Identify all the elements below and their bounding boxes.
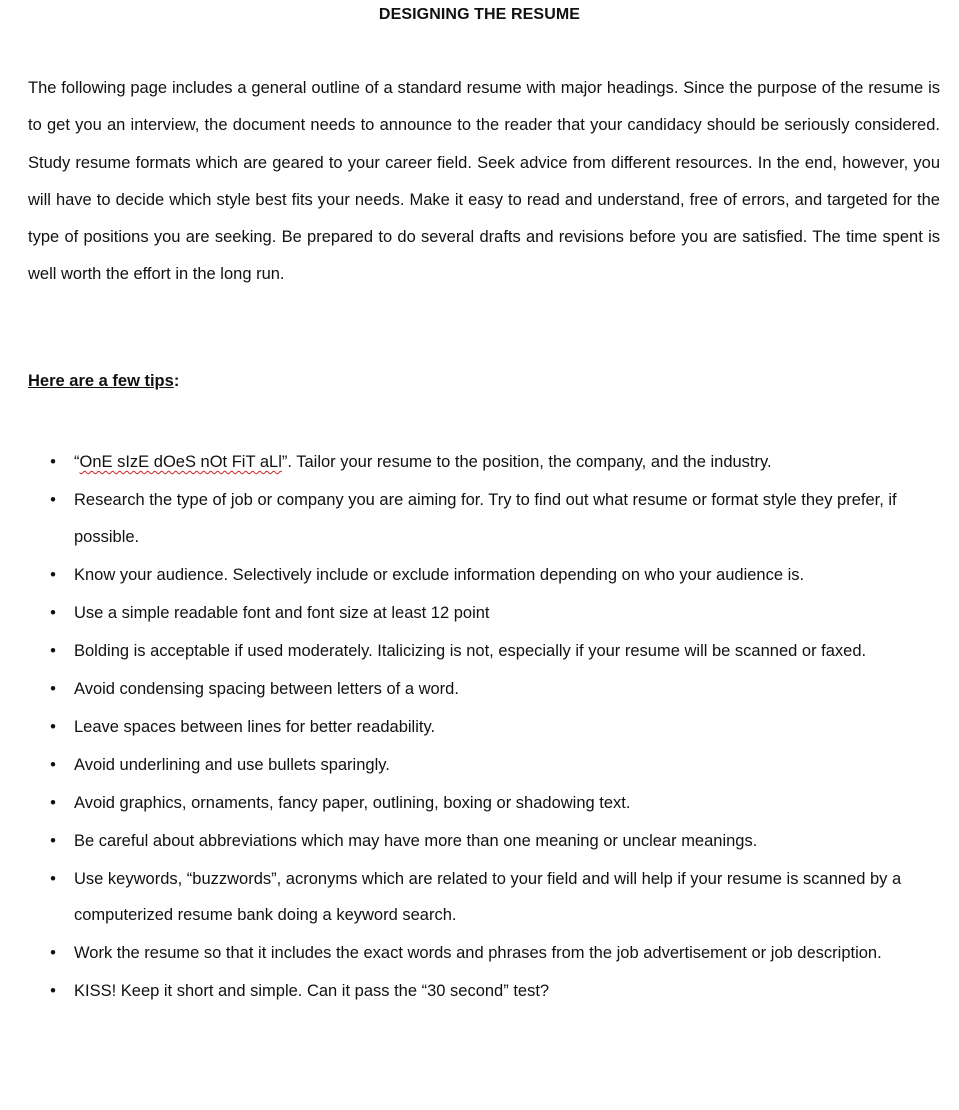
intro-paragraph: The following page includes a general outline of a standard resume with major headings. Since the purpose of the resume is to get you an interview, the document needs to announce to the reader that your candidacy should be seriously considered. Study resume formats which are geared to your career field. Seek advice from different resources. In the end, however, you will have to decide which style best fits your needs. Make it easy to read and understand, free of errors, and targeted for the type of positions you are seeking. Be prepared to do several drafts and revisions before you are satisfied. The time spent is well worth the effort in the long run. (28, 79, 940, 284)
tip-item (0, 823, 914, 860)
document-title: DESIGNING THE RESUME (378, 6, 581, 23)
tip-text: Avoid underlining and use bullets sparingly. (74, 755, 390, 774)
tip-text: Research the type of job or company you are aiming for. Try to find out what resume or format style they prefer, if possible. (74, 491, 897, 546)
bullet-icon: • (50, 944, 56, 962)
tip-text: Know your audience. Selectively include or exclude information depending on who your audience is. (74, 565, 805, 584)
bullet-icon: • (50, 641, 56, 660)
bullet-icon: • (50, 679, 56, 698)
tips-list (0, 444, 959, 1011)
tip-text: Avoid graphics, ornaments, fancy paper, outlining, boxing or shadowing text. (74, 793, 631, 812)
tip-item (0, 444, 914, 481)
tip-item (0, 482, 914, 555)
bullet-icon: • (50, 453, 56, 471)
tip-open-quote: “ (74, 453, 80, 471)
tip-item (0, 595, 914, 632)
tip-item (0, 785, 914, 822)
tip-text: Leave spaces between lines for better readability. (74, 717, 436, 736)
tip-text: ”. Tailor your resume to the position, the company, and the industry. (281, 453, 772, 471)
tip-item (0, 557, 914, 594)
tip-item (0, 973, 914, 1010)
tip-text: Use a simple readable font and font size at least 12 point (74, 603, 490, 622)
bullet-icon: • (50, 793, 56, 812)
bullet-icon: • (50, 491, 56, 509)
tip-text: Work the resume so that it includes the exact words and phrases from the job advertisement or job description. (74, 944, 882, 962)
tip-item (0, 709, 914, 746)
bullet-icon: • (50, 982, 56, 1000)
tips-heading-colon: : (173, 372, 180, 390)
bullet-icon: • (50, 717, 56, 736)
tips-heading (28, 372, 179, 391)
bullet-icon: • (50, 869, 56, 888)
tip-item (0, 633, 914, 670)
tip-text: Use keywords, “buzzwords”, acronyms which are related to your field and will help if your resume is scanned by a computerized resume bank doing a keyword search. (74, 869, 902, 924)
spellcheck-flagged-text: OnE sIzE dOeS nOt FiT aLl (79, 453, 282, 471)
tip-text: Bolding is acceptable if used moderately. Italicizing is not, especially if your resume will be scanned or faxed. (74, 641, 867, 660)
tip-item (0, 747, 914, 784)
tip-item (0, 935, 914, 972)
tip-item (0, 671, 914, 708)
bullet-icon: • (50, 755, 56, 774)
tip-item (0, 861, 914, 934)
tip-text: KISS! Keep it short and simple. Can it pass the “30 second” test? (74, 982, 550, 1000)
bullet-icon: • (50, 565, 56, 584)
tip-text: Be careful about abbreviations which may have more than one meaning or unclear meanings. (74, 831, 758, 850)
bullet-icon: • (50, 603, 56, 622)
tip-text: Avoid condensing spacing between letters of a word. (74, 679, 459, 698)
tips-heading-text: Here are a few tips (28, 372, 174, 390)
bullet-icon: • (50, 831, 56, 850)
